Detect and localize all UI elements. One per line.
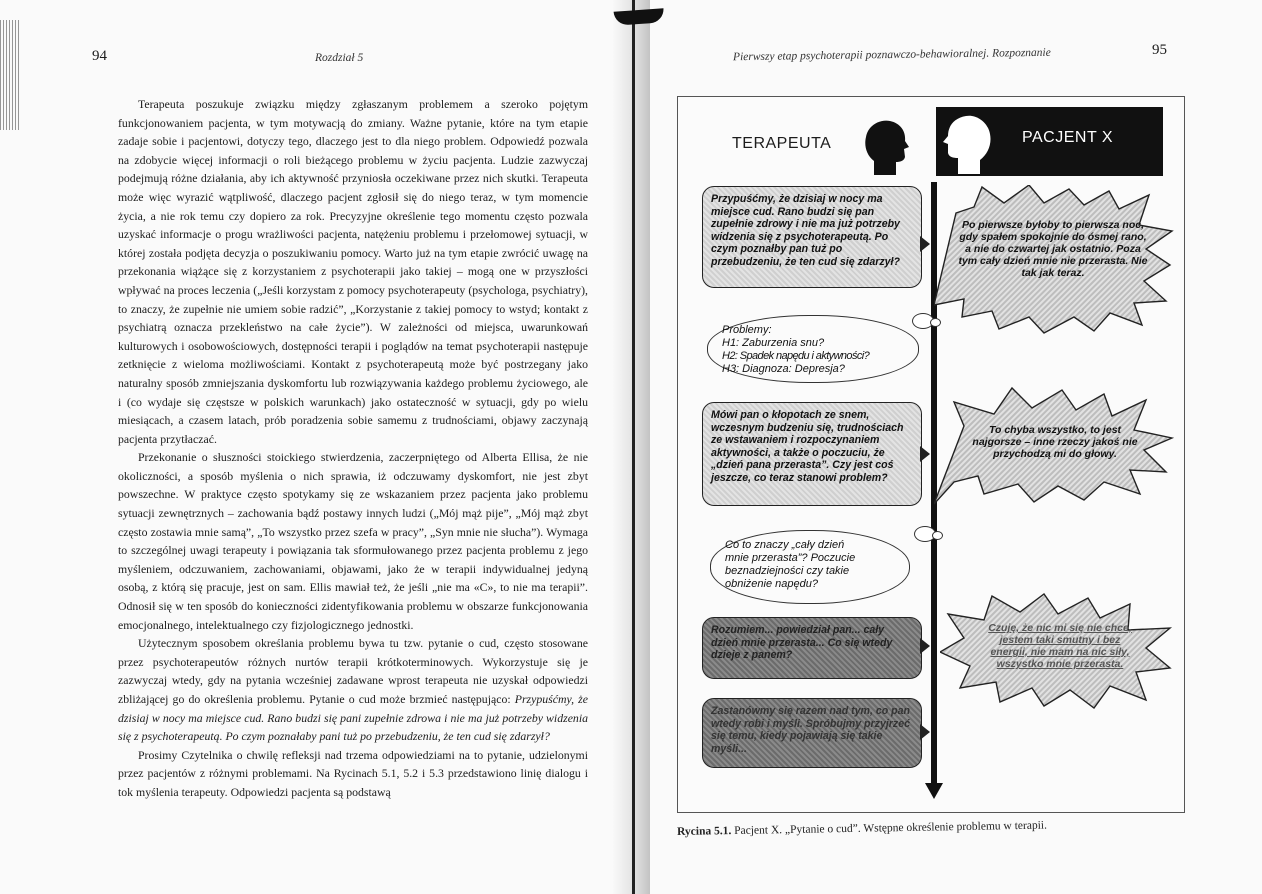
- patient-burst-3-text: Czuję, że nic mi się nie chce, jestem taki smutny i bez energii, nie mam na nic siły, wszystko mnie przerasta.: [988, 622, 1132, 670]
- paragraph-1: Terapeuta poszukuje związku między zgłaszanym problemem a szeroko pojętym funkcjonowaniem pacjenta, w tym motywacją do zmiany. Ważne pytanie, które na tym etapie zadaje sobie i pacjentowi, dotyczy tego, dlaczego jest to dla niego problem. Odpowiedź pozwala na zdobycie więcej informacji o roli bieżącego problemu w życiu pacjenta. Ludzie zazwyczaj podejmują różne działania, aby ich aktywność przyniosła oczekiwane przez nich skutki. Terapeuta może więc wyrazić wątpliwość, dlaczego pacjent zgłosił się do niego teraz, w tym momencie życia, a nie rok temu czy dopiero za rok. Precyzyjne określenie tego momentu często pozwala uzyskać informacje o progu wrażliwości pacjenta, natężeniu problemu i przełomowej sytuacji, w której została podjęta decyzja o poszukiwaniu pomocy. Warto już na tym etapie zwrócić uwagę na przekonania wiążące się z korzystaniem z psychoterapii jako takiej – mogą one w przyszłości wpływać na proces leczenia („Jeśli korzystam z pomocy psychoterapeuty (psychologa, psychiatry), to znaczy, że zupełnie nie umiem sobie radzić”, „Korzystanie z takiej pomocy to wstyd; kontakt z psychiatrą oznacza przekleństwo na całe życie”). W zależności od miejsca, uwarunkowań kulturowych i osobowościowych, dostępności terapii i poglądów na temat psychoterapii następuje zetknięcie z wieloma możliwościami. Kontakt z psychoterapeutą może być postrzegany jako naturalny sposób zmniejszania dyskomfortu lub rozwiązywania każdego problemu życiowego, ale i (co wydaje się częstsze w polskich warunkach) jako ostateczność w sytuacji, gdy po wielu miesiącach, a czasem latach, prób poradzenia sobie samemu z trudnościami, objawy zaczynają pacjenta przytłaczać.: [118, 97, 588, 446]
- patient-burst-3: [940, 592, 1174, 710]
- therapist-bubble-3: Rozumiem... powiedział pan... cały dzień mnie przerasta... Co się wtedy dzieje z panem?: [702, 617, 922, 679]
- hypothesis-3: H3: Diagnoza: Depresja?: [722, 363, 845, 375]
- therapist-bubble-1: Przypuśćmy, że dzisiaj w nocy ma miejsce cud. Rano budzi się pan zupełnie zdrowy i nie ma już potrzeby widzenia się z psychoterapeutą. Po czym poznałby pan tuż po przebudzeniu, że ten cud się zdarzył?: [702, 186, 922, 288]
- thought-cloud-question: [710, 530, 910, 604]
- caption-label: Rycina 5.1.: [677, 825, 732, 838]
- paragraph-3-text: Użytecznym sposobem określania problemu bywa tu tzw. pytanie o cud, często stosowane przez psychoterapeutów różnych nurtów terapii krótkoterminowych. Wykorzystuje się je zazwyczaj wtedy, gdy na pytania wcześniej zadawane wprost terapeuta nie uzyskał odpowiedzi zbliżającej go do określenia problemu. Pytanie o cud może brzmieć następująco:: [118, 636, 588, 706]
- therapist-label: TERAPEUTA: [732, 135, 832, 152]
- caption-text: Pacjent X. „Pytanie o cud”. Wstępne określenie problemu w terapii.: [734, 819, 1048, 838]
- thought-line-4: obniżenie napędu?: [725, 578, 818, 590]
- scan-artifact: [0, 20, 20, 130]
- left-page-body: [118, 95, 588, 802]
- thought-line-1: Co to znaczy „cały dzień: [725, 539, 845, 551]
- gutter-binding-mark: [614, 8, 665, 25]
- thought-line-3: beznadziejności czy takie: [725, 565, 850, 577]
- hypothesis-2: H2: Spadek napędu i aktywności?: [722, 350, 870, 362]
- therapist-bubble-4-tail: [920, 724, 930, 740]
- right-page-number: 95: [1152, 42, 1167, 58]
- therapist-bubble-2-tail: [920, 446, 930, 462]
- left-running-head: Rozdział 5: [315, 52, 364, 64]
- paragraph-3: [118, 634, 588, 746]
- thought-cloud-hypotheses: [707, 315, 919, 383]
- thought-line-2: mnie przerasta”? Poczucie: [725, 552, 856, 564]
- hypotheses-heading: Problemy:: [722, 324, 772, 336]
- therapist-bubble-2: Mówi pan o kłopotach ze snem, wczesnym budzeniu się, trudnościach ze wstawaniem i rozpoczynaniem aktywności, a także o poczuciu, że „dzień pana przerasta”. Czy jest coś jeszcze, co teraz stanowi problem?: [702, 402, 922, 506]
- book-gutter: [632, 0, 635, 894]
- miracle-question-quote: Przypuśćmy, że dzisiaj w nocy ma miejsce cud. Rano budzi się pani zupełnie zdrowa i nie ma już potrzeby widzenia się z psychoterapeutą. Po czym poznałaby pani tuż po przebudzeniu, że ten cud się zdarzył?: [118, 692, 588, 744]
- therapist-head-icon: [860, 117, 910, 182]
- timeline-arrowhead: [925, 783, 943, 799]
- therapist-bubble-1-tail: [920, 236, 930, 252]
- therapist-bubble-3-tail: [920, 638, 930, 654]
- right-running-head: Pierwszy etap psychoterapii poznawczo-behawioralnej. Rozpoznanie: [732, 46, 1051, 64]
- patient-burst-1-text: Po pierwsze byłoby to pierwsza noc, gdy spałem spokojnie do ósmej rano, a nie do czwartej jak ostatnio. Poza tym cały dzień mnie nie przerasta. Nie tak jak teraz.: [958, 219, 1148, 279]
- paragraph-4: Prosimy Czytelnika o chwilę refleksji nad trzema odpowiedziami na to pytanie, udzielonymi przez pacjentów z różnymi problemami. Na Rycinach 5.1, 5.2 i 5.3 przedstawiono linię dialogu i tok myślenia terapeuty. Odpowiedzi pacjenta są podstawą: [118, 747, 588, 799]
- patient-burst-2: [934, 386, 1174, 506]
- hypothesis-1: H1: Zaburzenia snu?: [722, 337, 825, 349]
- patient-burst-1: [934, 185, 1174, 335]
- therapist-bubble-4: Zastanówmy się razem nad tym, co pan wtedy robi i myśli. Spróbujmy przyjrzeć się temu, kiedy pojawiają się takie myśli...: [702, 698, 922, 768]
- left-page-number: 94: [92, 48, 107, 64]
- patient-head-icon: [940, 112, 996, 181]
- patient-burst-2-text: To chyba wszystko, to jest najgorsze – inne rzeczy jakoś nie przychodzą mi do głowy.: [972, 424, 1138, 460]
- paragraph-2: Przekonanie o słuszności stoickiego stwierdzenia, zaczerpniętego od Alberta Ellisa, że nie okoliczności, a sposób myślenia o nich sprawia, iż odczuwamy dyskomfort, nie jest zbyt powszechne. W praktyce często spotykamy się ze wskazaniem przez pacjenta jako problemu sytuacji zewnętrznych – zachowania bądź postawy innych ludzi („Mój mąż pije”, „Mój mąż zbyt często zostawia mnie samą”, „To wszystko przez szefa w pracy”, „Syn mnie nie słucha”). Wymaga to szczególnej uwagi terapeuty i powiązania tak sformułowanego przez pacjenta problemu z jego myśleniem, odczuwaniem, zachowaniami, objawami, jako że w terapii indywidualnej jedyną osobą, z którą się pracuje, jest on sam. Ellis mawiał też, że jeśli „nie ma «C», to nie ma terapii”. Odnosił się w ten sposób do konieczności zidentyfikowania problemu w obszarze funkcjonowania emocjonalnego, intelektualnego czy fizjologicznego jednostki.: [118, 450, 588, 632]
- book-gutter-shadow: [612, 0, 650, 894]
- thought-dot: [932, 531, 943, 540]
- patient-label: PACJENT X: [1022, 129, 1114, 146]
- figure-caption: [677, 820, 1047, 838]
